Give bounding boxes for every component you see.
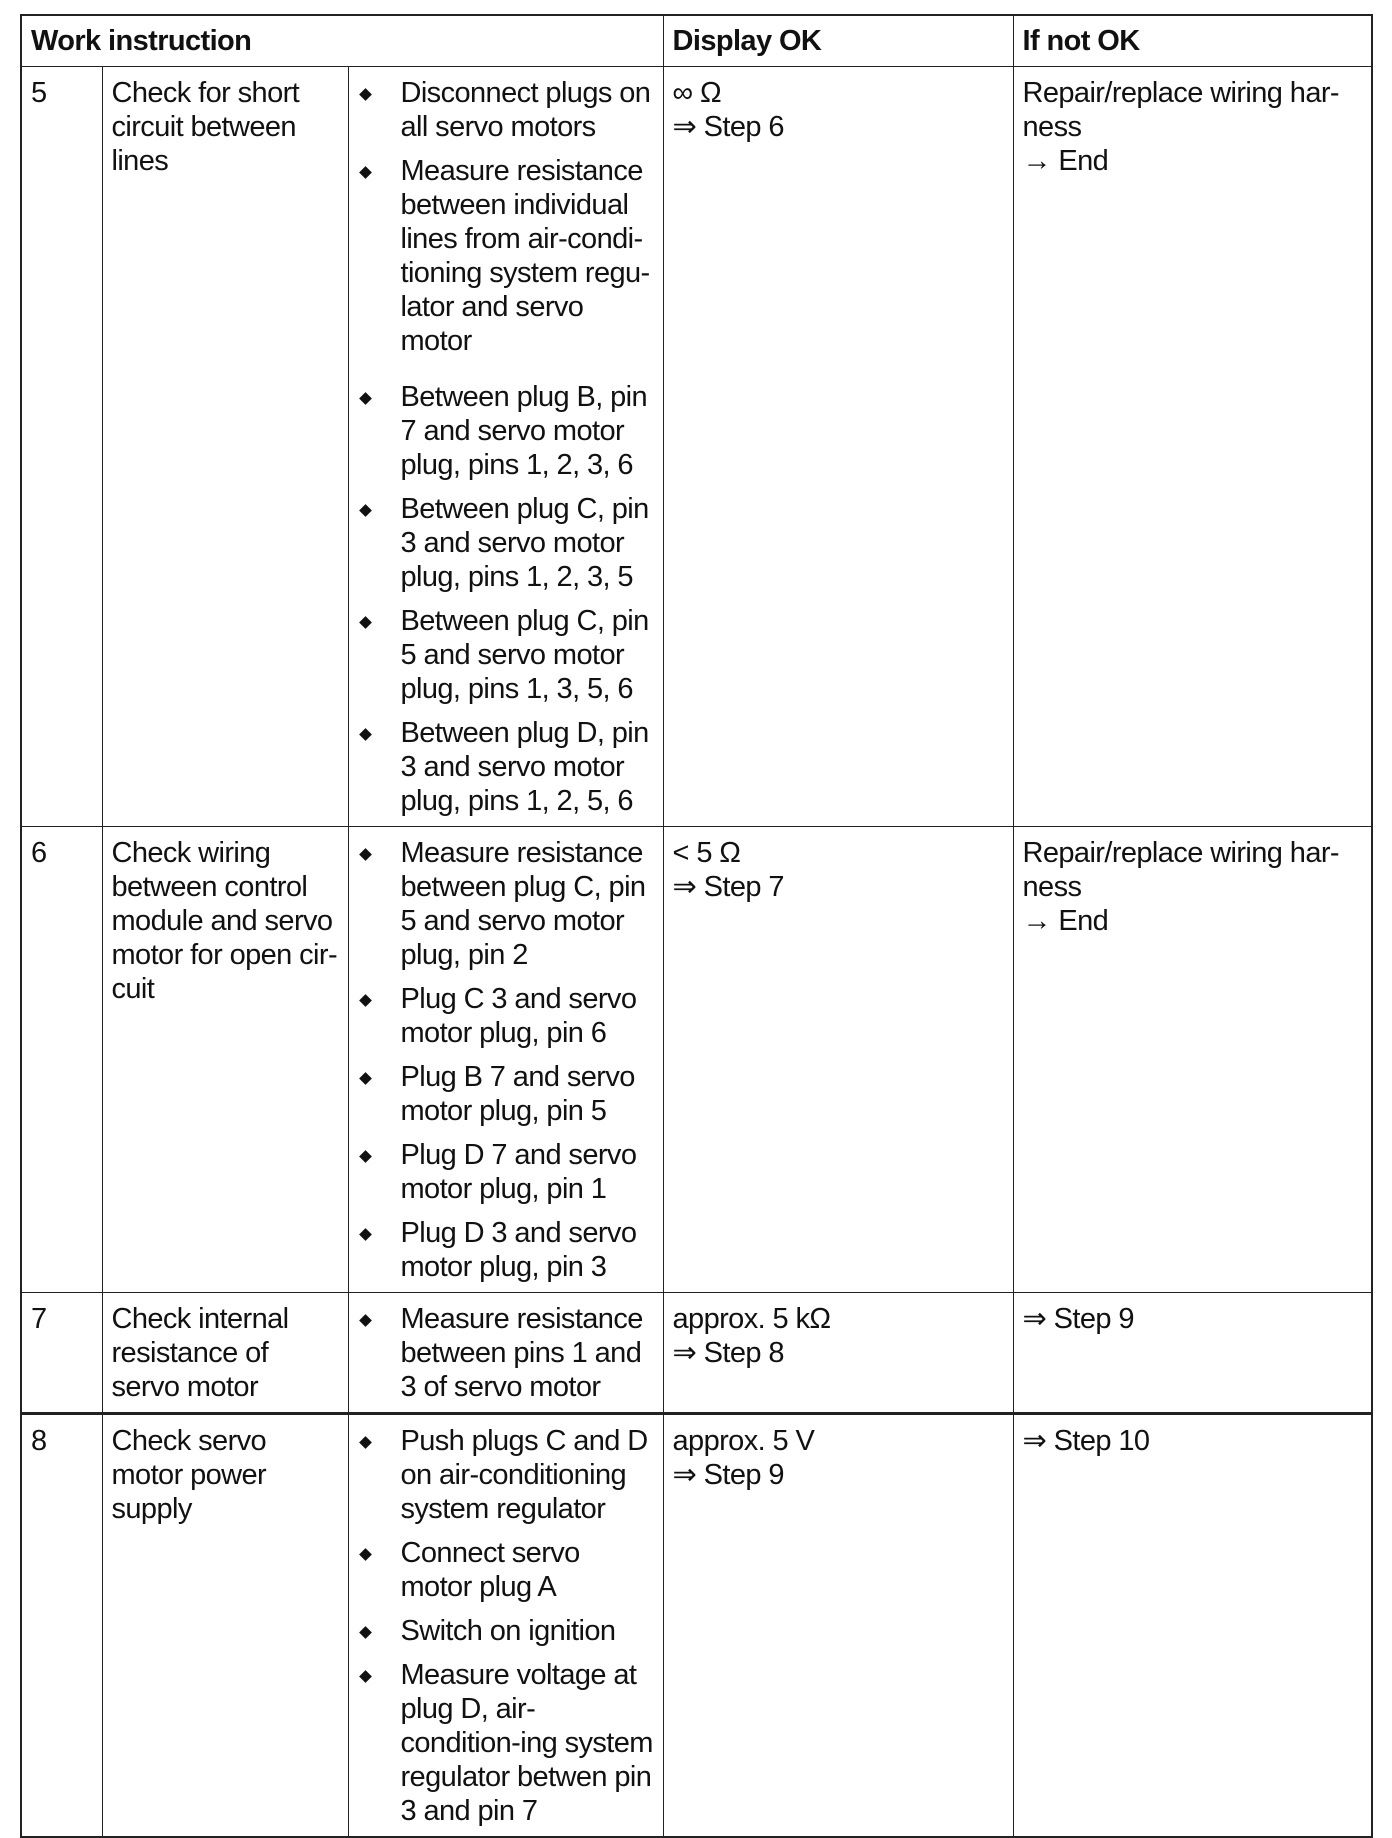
action-item: Measure resistance between plug C, pin 5 and servo motor plug, pin 2 [358,836,655,972]
diamond-bullet-icon [359,1436,372,1449]
action-item: Plug D 3 and servo motor plug, pin 3 [358,1216,655,1284]
action-item: Between plug B, pin 7 and servo motor plug, pins 1, 2, 3, 6 [358,380,655,482]
step-actions [348,827,663,1293]
action-item: Between plug C, pin 3 and servo motor plug, pins 1, 2, 3, 5 [358,492,655,594]
action-item: Switch on ignition [358,1614,655,1648]
diamond-bullet-icon [359,728,372,741]
display-ok-next: ⇒ Step 9 [672,1459,784,1491]
if-not-ok-cell [1013,1293,1372,1414]
action-item: Plug B 7 and servo motor plug, pin 5 [358,1060,655,1128]
step-actions [348,67,663,827]
if-not-ok-cell [1013,827,1372,1293]
display-ok-cell [663,67,1013,827]
work-instruction-table [20,14,1373,1838]
step-number: 7 [21,1293,102,1414]
display-ok-value: ∞ Ω [672,77,722,109]
display-ok-value: approx. 5 kΩ [672,1303,831,1335]
header-display-ok: Display OK [663,15,1013,67]
display-ok-value: < 5 Ω [672,837,741,869]
diamond-bullet-icon [359,1548,372,1561]
diamond-bullet-icon [359,1670,372,1683]
header-if-not-ok: If not OK [1013,15,1372,67]
header-work-instruction: Work instruction [21,15,663,67]
step-title: Check internal resistance of servo motor [102,1293,348,1414]
table-row-step-6 [21,827,1372,1293]
action-item: Plug D 7 and servo motor plug, pin 1 [358,1138,655,1206]
action-item: Push plugs C and D on air-conditioning system regulator [358,1424,655,1526]
step-title: Check for short circuit between lines [102,67,348,827]
action-item: Between plug D, pin 3 and servo motor plug, pins 1, 2, 5, 6 [358,716,655,818]
table-row-step-5 [21,67,1372,827]
display-ok-cell [663,1293,1013,1414]
table-row-step-8 [21,1414,1372,1838]
action-item: Between plug C, pin 5 and servo motor plug, pins 1, 3, 5, 6 [358,604,655,706]
display-ok-next: ⇒ Step 6 [672,111,784,143]
diamond-bullet-icon [359,88,372,101]
if-not-ok-next: → End [1022,145,1109,177]
if-not-ok-next: ⇒ Step 9 [1022,1303,1134,1335]
diamond-bullet-icon [359,166,372,179]
display-ok-cell [663,1414,1013,1838]
if-not-ok-cell [1013,1414,1372,1838]
action-item: Connect servo motor plug A [358,1536,655,1604]
if-not-ok-action: Repair/replace wiring har-ness [1022,77,1339,143]
diamond-bullet-icon [359,504,372,517]
action-item: Measure resistance between individual lines from air-condi-tioning system regu-lator and servo motor [358,154,655,358]
diamond-bullet-icon [359,392,372,405]
diamond-bullet-icon [359,994,372,1007]
diamond-bullet-icon [359,616,372,629]
diamond-bullet-icon [359,1314,372,1327]
if-not-ok-action: Repair/replace wiring har-ness [1022,837,1339,903]
step-number: 8 [21,1414,102,1838]
step-number: 5 [21,67,102,827]
step-actions [348,1414,663,1838]
diamond-bullet-icon [359,1626,372,1639]
table-header-row [21,15,1372,67]
action-item: Plug C 3 and servo motor plug, pin 6 [358,982,655,1050]
diamond-bullet-icon [359,848,372,861]
display-ok-next: ⇒ Step 7 [672,871,784,903]
action-item: Measure voltage at plug D, air-condition-ing system regulator betwen pin 3 and pin 7 [358,1658,655,1828]
diamond-bullet-icon [359,1072,372,1085]
step-title: Check servo motor power supply [102,1414,348,1838]
if-not-ok-next: ⇒ Step 10 [1022,1425,1150,1457]
if-not-ok-cell [1013,67,1372,827]
table-row-step-7 [21,1293,1372,1414]
if-not-ok-next: → End [1022,905,1109,937]
action-item: Measure resistance between pins 1 and 3 of servo motor [358,1302,655,1404]
step-title: Check wiring between control module and servo motor for open cir-cuit [102,827,348,1293]
display-ok-next: ⇒ Step 8 [672,1337,784,1369]
display-ok-cell [663,827,1013,1293]
action-item: Disconnect plugs on all servo motors [358,76,655,144]
step-number: 6 [21,827,102,1293]
diamond-bullet-icon [359,1150,372,1163]
diamond-bullet-icon [359,1228,372,1241]
step-actions [348,1293,663,1414]
display-ok-value: approx. 5 V [672,1425,815,1457]
